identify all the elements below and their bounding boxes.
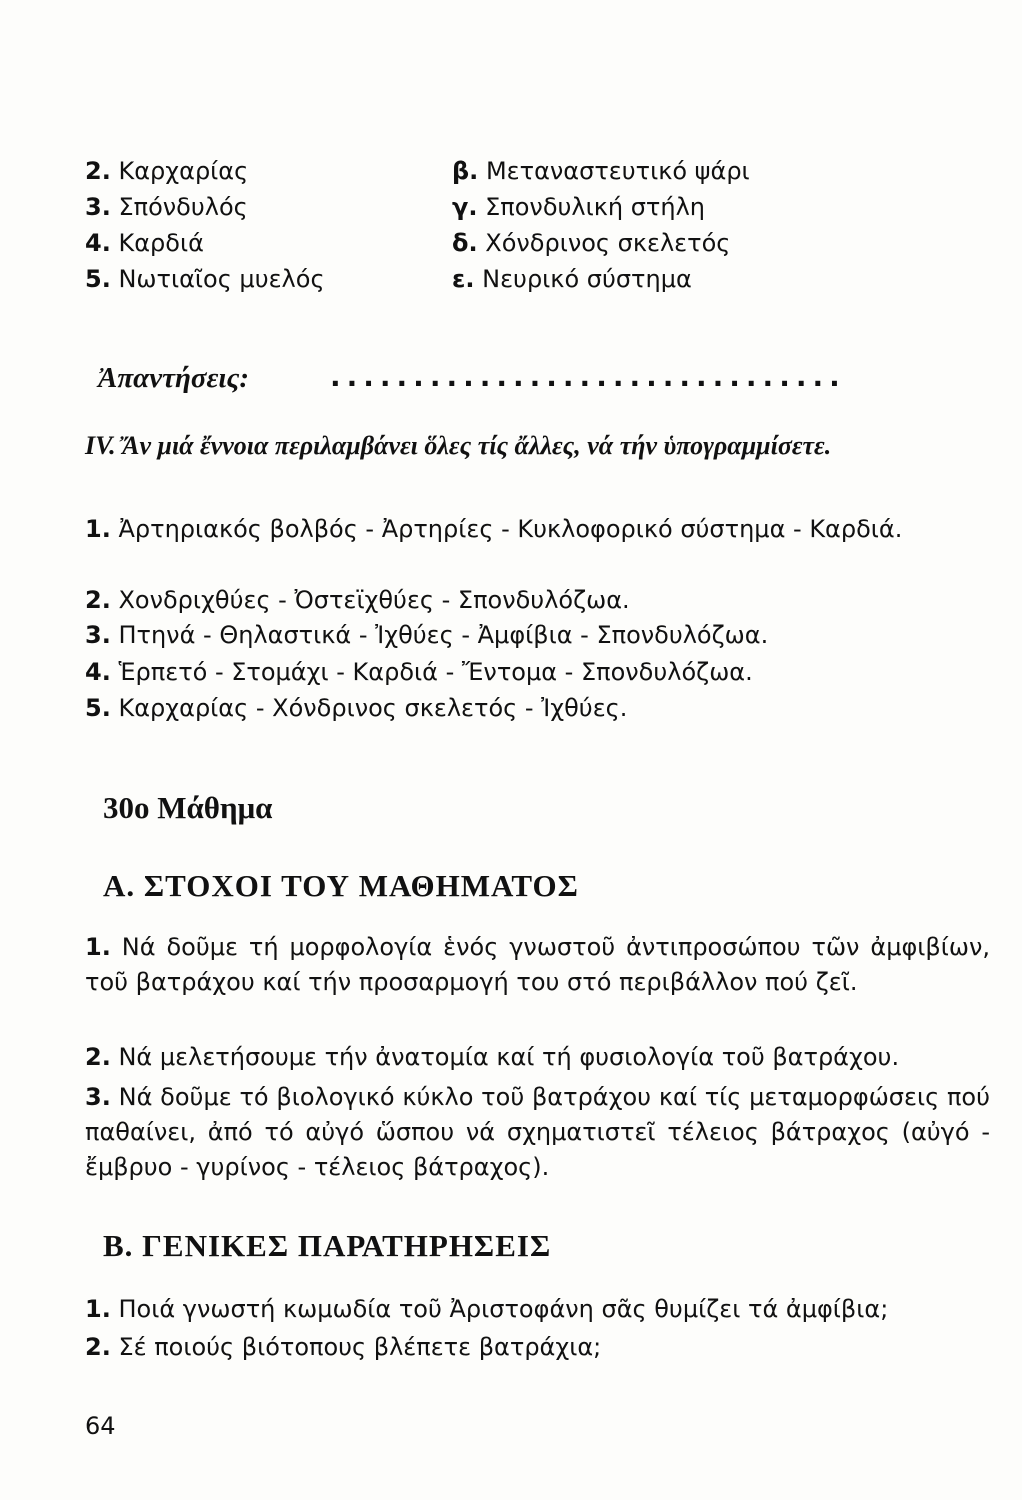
match-right-item: ε. Νευρικό σύστημα (452, 265, 692, 293)
exercise-4-item: 2. Χονδριχθύες - Ὀστεϊχθύες - Σπονδυλόζωα. (85, 586, 630, 614)
section-b-item: 2. Σέ ποιούς βιότοπους βλέπετε βατράχια; (85, 1333, 602, 1361)
match-left-item: 5. Νωτιαῖος μυελός (85, 265, 325, 293)
answers-dotted-line: ............................... (330, 360, 846, 393)
section-a-item: 2. Νά μελετήσουμε τήν ἀνατομία καί τή φυσιολογία τοῦ βατράχου. (85, 1043, 900, 1071)
match-left-item: 4. Καρδιά (85, 229, 204, 257)
lesson-title: 30ο Μάθημα (103, 790, 273, 825)
section-a-title: Α. ΣΤΟΧΟΙ ΤΟΥ ΜΑΘΗΜΑΤΟΣ (103, 868, 579, 903)
match-left-item: 3. Σπόνδυλός (85, 193, 248, 221)
exercise-4-item: 5. Καρχαρίας - Χόνδρινος σκελετός - Ἰχθύες. (85, 694, 628, 722)
section-b-title: Β. ΓΕΝΙΚΕΣ ΠΑΡΑΤΗΡΗΣΕΙΣ (103, 1228, 552, 1263)
answers-label: Ἀπαντήσεις: (98, 362, 250, 394)
exercise-4-item: 3. Πτηνά - Θηλαστικά - Ἰχθύες - Ἀμφίβια - Σπονδυλόζωα. (85, 621, 769, 649)
exercise-4-item: 4. Ἑρπετό - Στομάχι - Καρδιά - Ἔντομα - Σπονδυλόζωα. (85, 658, 753, 686)
page-number: 64 (85, 1412, 116, 1440)
match-left-item: 2. Καρχαρίας (85, 157, 249, 185)
exercise-4-item: 1. Ἀρτηριακός βολβός - Ἀρτηρίες - Κυκλοφορικό σύστημα - Καρδιά. (85, 515, 903, 543)
section-a-item: 3. Νά δοῦμε τό βιολογικό κύκλο τοῦ βατράχου καί τίς μεταμορφώσεις πού παθαίνει, ἀπό τό αὐγό ὥσπου νά σχηματιστεῖ τέλειος βάτραχος (αὐγό - ἔμβρυο - γυρίνος - τέλειος βάτραχος). (85, 1083, 990, 1181)
exercise-4-title: IV. Ἄν μιά ἔννοια περιλαμβάνει ὅλες τίς ἄλλες, νά τήν ὑπογραμμίσετε. (85, 431, 832, 460)
section-b-item: 1. Ποιά γνωστή κωμωδία τοῦ Ἀριστοφάνη σᾶς θυμίζει τά ἀμφίβια; (85, 1295, 889, 1323)
match-right-item: γ. Σπονδυλική στήλη (452, 193, 705, 221)
section-a-item: 1. Νά δοῦμε τή μορφολογία ἑνός γνωστοῦ ἀντιπροσώπου τῶν ἀμφιβίων, τοῦ βατράχου καί τήν προσαρμογή του στό περιβάλλον πού ζεῖ. (85, 933, 990, 996)
match-right-item: β. Μεταναστευτικό ψάρι (452, 157, 750, 185)
match-right-item: δ. Χόνδρινος σκελετός (452, 229, 731, 257)
